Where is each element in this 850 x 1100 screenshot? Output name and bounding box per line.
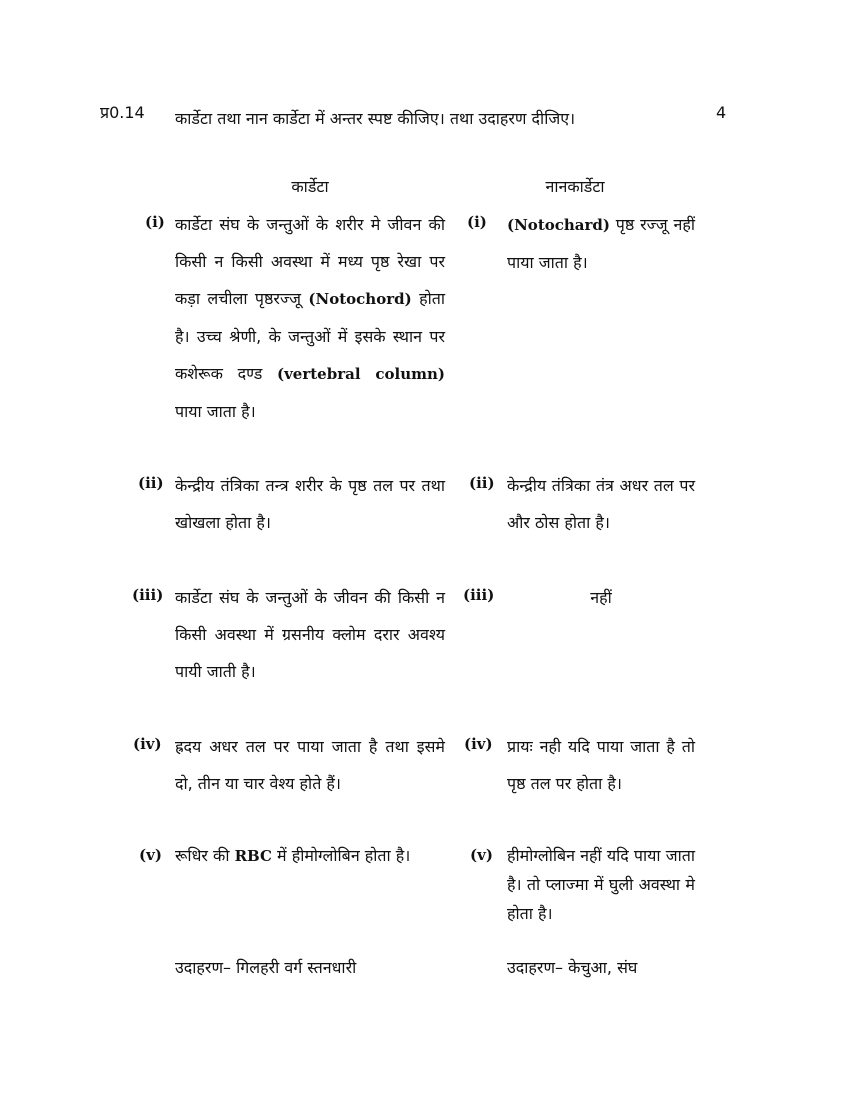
question-text: कार्डेटा तथा नान कार्डेटा में अन्तर स्पष्ट कीजिए। तथा उदाहरण दीजिए। — [175, 109, 576, 128]
row-left-text: केन्द्रीय तंत्रिका तन्त्र शरीर के पृष्ठ तल पर तथा खोखला होता है। — [175, 476, 445, 532]
row-text-part: होता है। उच्च श्रेणी, के जन्तुओं में इसके स्थान पर कशेरूक दण्ड — [175, 289, 446, 383]
column-heading-nonchordata: नानकार्डेटा — [545, 177, 605, 196]
row-text-part: पृष्ठ रज्जू नहीं पाया जाता है। — [507, 215, 695, 272]
term-notochord: (Notochord) — [308, 290, 412, 308]
question-number: प्र0.14 — [100, 103, 145, 122]
row-text-part: कार्डेटा संघ के जन्तुओं के शरीर मे जीवन की किसी न किसी अवस्था में मध्य पृष्ठ रेखा पर कड़ा लचीला पृष्ठरज्जू — [175, 215, 445, 308]
row-right-text: नहीं — [590, 588, 612, 607]
row-left-text — [175, 841, 445, 871]
row-number-left: (iii) — [132, 586, 164, 604]
row-number-right: (v) — [470, 846, 493, 864]
row-right-text: केन्द्रीय तंत्रिका तंत्र अधर तल पर और ठोस होता है। — [507, 476, 695, 532]
row-left-text: ह्रदय अधर तल पर पाया जाता है तथा इसमे दो, तीन या चार वेश्य होते हैं। — [175, 737, 445, 793]
row-right-text — [507, 206, 695, 281]
row-text-part: में हीमोग्लोबिन होता है। — [277, 846, 411, 865]
row-left-text: कार्डेटा संघ के जन्तुओं के जीवन की किसी न किसी अवस्था में ग्रसनीय क्लोम दरार अवश्य पायी जाती है। — [175, 588, 445, 681]
question-marks: 4 — [716, 103, 727, 122]
row-number-right: (i) — [467, 213, 487, 231]
row-right-text: हीमोग्लोबिन नहीं यदि पाया जाता है। तो प्लाज्मा में घुली अवस्था मे होता है। — [507, 846, 695, 923]
row-number-left: (iv) — [133, 735, 162, 753]
row-number-right: (iv) — [464, 735, 493, 753]
row-number-right: (ii) — [469, 474, 495, 492]
row-number-right: (iii) — [463, 586, 495, 604]
term-vertebral-column: (vertebral column) — [276, 365, 445, 383]
row-left-text — [175, 206, 445, 430]
row-number-left: (v) — [139, 846, 162, 864]
term-rbc: RBC — [234, 847, 272, 865]
example-chordata: उदाहरण– गिलहरी वर्ग स्तनधारी — [175, 958, 357, 977]
row-text-part: पाया जाता है। — [175, 402, 256, 421]
column-heading-chordata: कार्डेटा — [291, 177, 329, 196]
term-notochard: (Notochard) — [507, 216, 610, 234]
row-number-left: (ii) — [138, 474, 164, 492]
row-number-left: (i) — [145, 213, 165, 231]
row-text-part: रूधिर की — [175, 846, 230, 865]
example-nonchordata: उदाहरण– केचुआ, संघ — [507, 958, 638, 977]
row-right-text: प्रायः नही यदि पाया जाता है तो पृष्ठ तल पर होता है। — [507, 737, 695, 793]
